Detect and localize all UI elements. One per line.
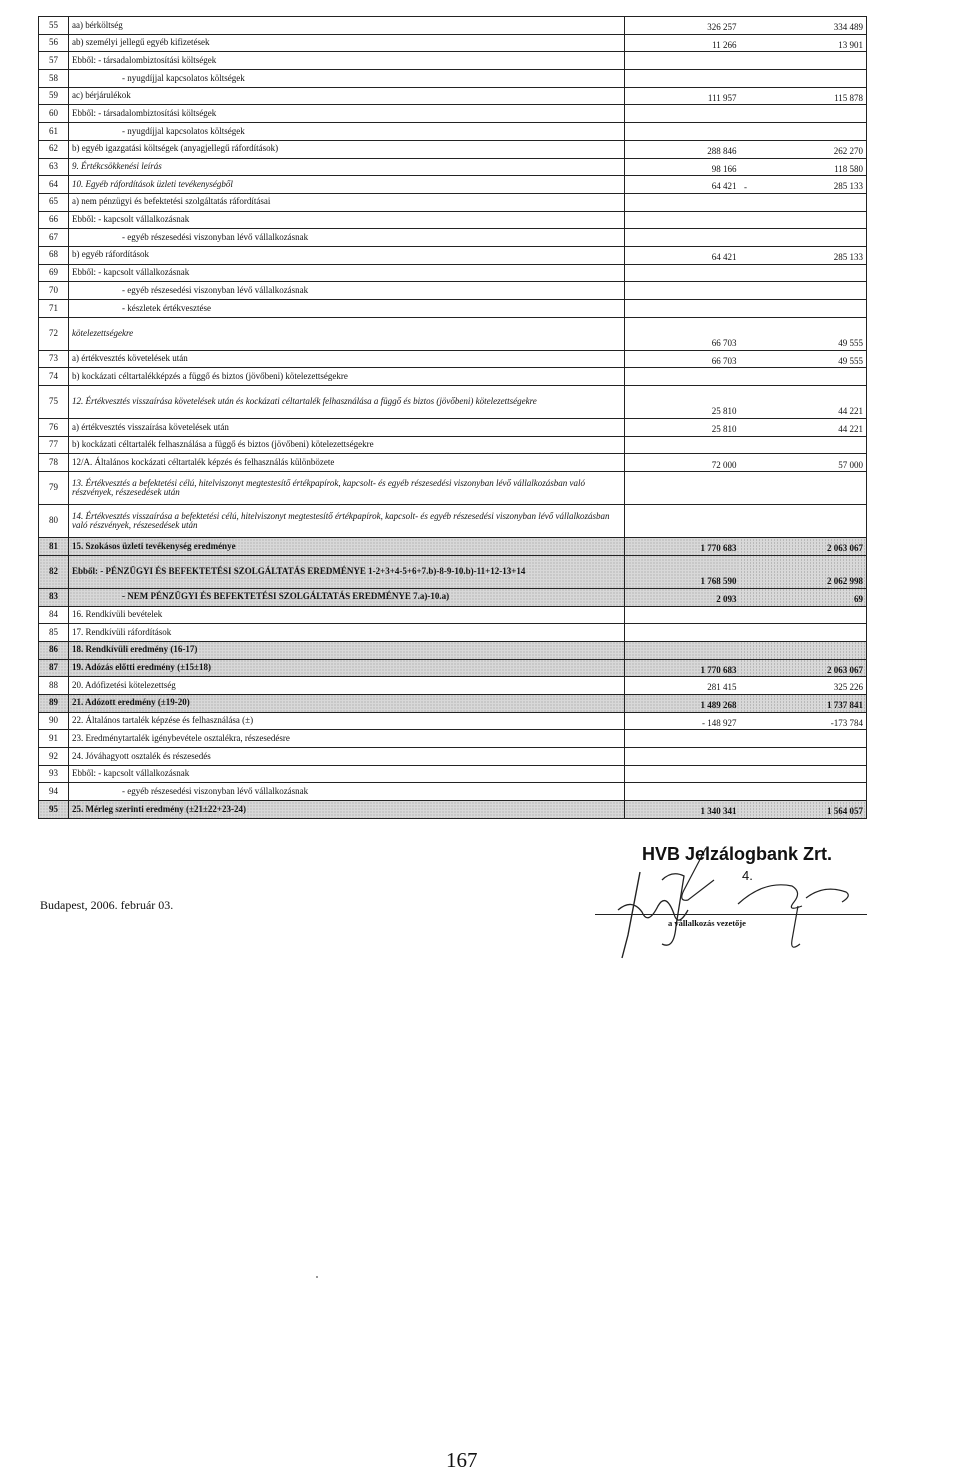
value-previous-year: 11 266 (625, 34, 740, 52)
table-row (39, 419, 867, 437)
row-number: 59 (39, 87, 69, 105)
row-label-text: a) értékvesztés visszaírása követelések után (72, 421, 229, 432)
value-current-year (752, 70, 867, 88)
row-label-text: ac) bérjárulékok (72, 90, 131, 101)
row-number: 68 (39, 246, 69, 264)
value-previous-year (625, 52, 740, 70)
table-row (39, 538, 867, 556)
value-previous-year (625, 472, 740, 505)
table-row (39, 317, 867, 350)
value-current-year (752, 193, 867, 211)
value-previous-year: 66 703 (625, 350, 740, 368)
row-label-text: kötelezettségekre (72, 327, 134, 338)
table-row (39, 801, 867, 819)
signature-line (595, 914, 867, 915)
value-previous-year (625, 264, 740, 282)
company-number: 4. (742, 868, 753, 883)
value-modification (740, 765, 752, 783)
value-modification (740, 555, 752, 588)
value-current-year (752, 368, 867, 386)
row-label (69, 87, 625, 105)
table-row (39, 350, 867, 368)
table-row (39, 386, 867, 419)
value-previous-year: 72 000 (625, 454, 740, 472)
table-row (39, 783, 867, 801)
value-current-year (752, 264, 867, 282)
value-previous-year: 64 421 (625, 176, 740, 194)
row-label (69, 555, 625, 588)
value-current-year: 334 489 (752, 17, 867, 35)
row-number: 77 (39, 436, 69, 454)
value-current-year (752, 624, 867, 642)
place-and-date: Budapest, 2006. február 03. (40, 898, 174, 912)
row-label-text: Ebből: - társadalombiztosítási költségek (72, 54, 217, 65)
row-label-text: a) értékvesztés követelések után (72, 353, 188, 364)
row-label (69, 505, 625, 538)
table-body (39, 17, 867, 819)
value-modification (740, 87, 752, 105)
row-label-text: 21. Adózott eredmény (±19-20) (72, 697, 190, 708)
row-number: 90 (39, 712, 69, 730)
row-label-text: b) egyéb ráfordítások (72, 249, 149, 260)
row-label-text: 9. Értékcsökkenési leírás (72, 161, 162, 172)
row-label (69, 641, 625, 659)
company-name: HVB Jelzálogbank Zrt. (642, 844, 833, 864)
row-label (69, 765, 625, 783)
row-label-text: 20. Adófizetési kötelezettség (72, 679, 176, 690)
row-label-text: - egyéb részesedési viszonyban lévő vállalkozásnak (122, 231, 309, 242)
row-label-text: Ebből: - kapcsolt vállalkozásnak (72, 768, 190, 779)
value-previous-year (625, 641, 740, 659)
table-row (39, 659, 867, 677)
value-modification (740, 158, 752, 176)
value-previous-year: 326 257 (625, 17, 740, 35)
value-modification (740, 641, 752, 659)
value-modification (740, 677, 752, 695)
value-modification (740, 419, 752, 437)
value-previous-year (625, 748, 740, 766)
value-current-year (752, 436, 867, 454)
table-row (39, 229, 867, 247)
row-label-text: 14. Értékvesztés visszaírása a befektetési célú, hitelviszonyt megtestesítő értékpapírok, kapcsolt- és egyéb részesedési viszonyban lévő vállalkozásban való részvények, részesedések után (72, 510, 610, 531)
value-modification (740, 300, 752, 318)
value-current-year: 44 221 (752, 386, 867, 419)
value-current-year (752, 282, 867, 300)
row-label-text: 12/A. Általános kockázati céltartalék képzés és felhasználás különbözete (72, 456, 335, 467)
value-modification (740, 606, 752, 624)
value-modification (740, 454, 752, 472)
value-current-year (752, 783, 867, 801)
row-label (69, 176, 625, 194)
row-label-text: a) nem pénzügyi és befektetési szolgáltatás ráfordításai (72, 196, 271, 207)
value-current-year: 13 901 (752, 34, 867, 52)
row-label (69, 606, 625, 624)
row-label (69, 472, 625, 505)
value-current-year (752, 105, 867, 123)
value-previous-year: 98 166 (625, 158, 740, 176)
row-label (69, 70, 625, 88)
value-modification (740, 193, 752, 211)
table-row (39, 677, 867, 695)
row-number: 72 (39, 317, 69, 350)
value-current-year: 1 564 057 (752, 801, 867, 819)
table-row (39, 87, 867, 105)
value-modification (740, 538, 752, 556)
value-modification (740, 123, 752, 141)
row-label (69, 229, 625, 247)
row-number: 86 (39, 641, 69, 659)
value-modification (740, 386, 752, 419)
row-label (69, 419, 625, 437)
row-number: 61 (39, 123, 69, 141)
row-number: 63 (39, 158, 69, 176)
value-previous-year: 2 093 (625, 588, 740, 606)
table-row (39, 606, 867, 624)
row-label (69, 105, 625, 123)
row-label (69, 52, 625, 70)
row-number: 62 (39, 140, 69, 158)
value-modification (740, 801, 752, 819)
scan-speck (316, 1276, 318, 1278)
signer-caption: a vállalkozás vezetője (668, 918, 746, 928)
value-modification (740, 436, 752, 454)
row-label (69, 317, 625, 350)
value-modification (740, 17, 752, 35)
table-row (39, 555, 867, 588)
value-previous-year (625, 105, 740, 123)
value-current-year: 69 (752, 588, 867, 606)
row-label (69, 624, 625, 642)
value-current-year: 325 226 (752, 677, 867, 695)
value-previous-year (625, 624, 740, 642)
row-label (69, 264, 625, 282)
row-number: 84 (39, 606, 69, 624)
row-label (69, 193, 625, 211)
table-row (39, 454, 867, 472)
value-previous-year (625, 123, 740, 141)
table-row (39, 694, 867, 712)
value-current-year (752, 229, 867, 247)
value-previous-year (625, 606, 740, 624)
row-label-text: Ebből: - társadalombiztosítási költségek (72, 107, 217, 118)
profit-loss-table (38, 16, 867, 819)
row-number: 82 (39, 555, 69, 588)
value-previous-year: 281 415 (625, 677, 740, 695)
row-label-text: 13. Értékvesztés a befektetési célú, hitelviszonyt megtestesítő értékpapírok, kapcsolt- és egyéb részesedési viszonyban lévő vállalkozásban való részvények, részesedések után (72, 477, 586, 498)
value-modification (740, 264, 752, 282)
row-label (69, 368, 625, 386)
row-number: 69 (39, 264, 69, 282)
value-current-year (752, 300, 867, 318)
value-modification (740, 730, 752, 748)
row-number: 70 (39, 282, 69, 300)
row-label (69, 211, 625, 229)
row-number: 58 (39, 70, 69, 88)
value-previous-year: - 148 927 (625, 712, 740, 730)
row-number: 83 (39, 588, 69, 606)
value-previous-year (625, 282, 740, 300)
row-label (69, 588, 625, 606)
row-number: 92 (39, 748, 69, 766)
row-label-text: 16. Rendkívüli bevételek (72, 609, 163, 620)
row-number: 94 (39, 783, 69, 801)
row-label (69, 300, 625, 318)
row-number: 89 (39, 694, 69, 712)
row-number: 95 (39, 801, 69, 819)
table-row (39, 123, 867, 141)
value-modification (740, 317, 752, 350)
row-label (69, 350, 625, 368)
value-modification (740, 783, 752, 801)
table-row (39, 712, 867, 730)
value-modification (740, 659, 752, 677)
value-current-year (752, 748, 867, 766)
row-label-text: - egyéb részesedési viszonyban lévő vállalkozásnak (122, 284, 309, 295)
table-row (39, 17, 867, 35)
row-number: 80 (39, 505, 69, 538)
row-number: 79 (39, 472, 69, 505)
row-label-text: 12. Értékvesztés visszaírása követelések után és kockázati céltartalék felhasználása a függő és biztos (jövőbeni) kötelezettségekre (72, 396, 537, 407)
value-modification (740, 282, 752, 300)
table-row (39, 641, 867, 659)
value-current-year: 44 221 (752, 419, 867, 437)
row-label (69, 246, 625, 264)
value-modification (740, 588, 752, 606)
table-row (39, 730, 867, 748)
value-current-year: 1 737 841 (752, 694, 867, 712)
row-number: 78 (39, 454, 69, 472)
value-previous-year: 66 703 (625, 317, 740, 350)
table-row (39, 158, 867, 176)
row-number: 74 (39, 368, 69, 386)
table-row (39, 140, 867, 158)
value-previous-year: 288 846 (625, 140, 740, 158)
value-modification (740, 140, 752, 158)
table-row (39, 246, 867, 264)
value-previous-year: 25 810 (625, 386, 740, 419)
value-modification (740, 34, 752, 52)
row-number: 66 (39, 211, 69, 229)
row-label-text: Ebből: - kapcsolt vállalkozásnak (72, 214, 190, 225)
row-label (69, 386, 625, 419)
row-label (69, 123, 625, 141)
row-label (69, 436, 625, 454)
value-previous-year: 1 770 683 (625, 659, 740, 677)
row-label-text: 25. Mérleg szerinti eredmény (±21±22+23-24) (72, 803, 247, 814)
table-row (39, 70, 867, 88)
row-label-text: - készletek értékvesztése (122, 302, 211, 313)
value-previous-year: 1 340 341 (625, 801, 740, 819)
table-row (39, 624, 867, 642)
row-label (69, 34, 625, 52)
row-label-text: b) kockázati céltartalék felhasználása a függő és biztos (jövőbeni) kötelezettségekre (72, 439, 374, 450)
table-row (39, 472, 867, 505)
value-current-year: 285 133 (752, 246, 867, 264)
row-label-text: 17. Rendkívüli ráfordítások (72, 626, 172, 637)
row-number: 76 (39, 419, 69, 437)
row-number: 85 (39, 624, 69, 642)
value-modification (740, 694, 752, 712)
value-current-year: 118 580 (752, 158, 867, 176)
row-label (69, 730, 625, 748)
table-row (39, 588, 867, 606)
value-previous-year (625, 193, 740, 211)
value-modification (740, 211, 752, 229)
value-modification (740, 748, 752, 766)
row-number: 73 (39, 350, 69, 368)
value-current-year (752, 123, 867, 141)
row-label (69, 783, 625, 801)
value-previous-year (625, 730, 740, 748)
row-label (69, 140, 625, 158)
table-row (39, 765, 867, 783)
row-label-text: 23. Eredménytartalék igénybevétele osztalékra, részesedésre (72, 732, 290, 743)
value-current-year (752, 211, 867, 229)
value-current-year: 262 270 (752, 140, 867, 158)
table-row (39, 193, 867, 211)
table-row (39, 211, 867, 229)
value-previous-year (625, 300, 740, 318)
value-current-year: 2 063 067 (752, 538, 867, 556)
value-previous-year (625, 229, 740, 247)
table-row (39, 282, 867, 300)
row-label-text: aa) bérköltség (72, 19, 123, 30)
row-label-text: 19. Adózás előtti eredmény (±15±18) (72, 662, 211, 673)
row-label (69, 282, 625, 300)
row-number: 64 (39, 176, 69, 194)
row-label (69, 677, 625, 695)
value-modification (740, 105, 752, 123)
value-modification (740, 505, 752, 538)
row-label-text: 22. Általános tartalék képzése és felhasználása (±) (72, 715, 254, 726)
table-row (39, 34, 867, 52)
row-number: 65 (39, 193, 69, 211)
value-modification (740, 472, 752, 505)
table-row (39, 264, 867, 282)
row-number: 81 (39, 538, 69, 556)
row-label (69, 17, 625, 35)
value-current-year (752, 606, 867, 624)
value-modification (740, 368, 752, 386)
row-label-text: 15. Szokásos üzleti tevékenység eredménye (72, 540, 236, 551)
value-current-year: 49 555 (752, 350, 867, 368)
row-label (69, 659, 625, 677)
value-previous-year (625, 70, 740, 88)
row-number: 87 (39, 659, 69, 677)
row-label-text: - NEM PÉNZÜGYI ÉS BEFEKTETÉSI SZOLGÁLTATÁS EREDMÉNYE 7.a)-10.a) (122, 591, 450, 602)
table-row (39, 748, 867, 766)
row-label-text: ab) személyi jellegű egyéb kifizetések (72, 37, 210, 48)
value-previous-year: 25 810 (625, 419, 740, 437)
value-previous-year (625, 783, 740, 801)
table-row (39, 52, 867, 70)
value-modification (740, 229, 752, 247)
value-modification (740, 70, 752, 88)
value-current-year (752, 505, 867, 538)
value-modification: - (740, 176, 752, 194)
row-label (69, 712, 625, 730)
value-previous-year (625, 368, 740, 386)
row-number: 56 (39, 34, 69, 52)
value-previous-year (625, 765, 740, 783)
row-number: 55 (39, 17, 69, 35)
table-row (39, 176, 867, 194)
value-modification (740, 246, 752, 264)
table-row (39, 505, 867, 538)
value-current-year (752, 641, 867, 659)
row-number: 88 (39, 677, 69, 695)
value-previous-year: 64 421 (625, 246, 740, 264)
row-number: 93 (39, 765, 69, 783)
row-label-text: 18. Rendkívüli eredmény (16-17) (72, 644, 198, 655)
row-number: 57 (39, 52, 69, 70)
row-label (69, 694, 625, 712)
row-label-text: 10. Egyéb ráfordítások üzleti tevékenységből (72, 178, 233, 189)
value-modification (740, 712, 752, 730)
table-row (39, 436, 867, 454)
value-modification (740, 350, 752, 368)
value-modification (740, 52, 752, 70)
value-previous-year: 111 957 (625, 87, 740, 105)
row-label (69, 748, 625, 766)
value-previous-year (625, 211, 740, 229)
value-current-year: 285 133 (752, 176, 867, 194)
value-current-year: 115 878 (752, 87, 867, 105)
row-label-text: Ebből: - PÉNZÜGYI ÉS BEFEKTETÉSI SZOLGÁLTATÁS EREDMÉNYE 1-2+3+4-5+6+7.b)-8-9-10.b)-11+12-13+14 (72, 566, 526, 577)
value-previous-year: 1 768 590 (625, 555, 740, 588)
value-current-year: 49 555 (752, 317, 867, 350)
row-label-text: Ebből: - kapcsolt vállalkozásnak (72, 267, 190, 278)
row-label-text: b) kockázati céltartalékképzés a függő és biztos (jövőbeni) kötelezettségekre (72, 370, 348, 381)
table-row (39, 300, 867, 318)
value-previous-year: 1 770 683 (625, 538, 740, 556)
value-current-year: -173 784 (752, 712, 867, 730)
value-previous-year (625, 436, 740, 454)
value-current-year (752, 765, 867, 783)
row-label-text: - nyugdíjjal kapcsolatos költségek (122, 125, 245, 136)
value-current-year (752, 730, 867, 748)
page-number: 167 (446, 1448, 478, 1472)
row-label-text: 24. Jóváhagyott osztalék és részesedés (72, 750, 211, 761)
value-current-year: 2 063 067 (752, 659, 867, 677)
row-number: 71 (39, 300, 69, 318)
value-current-year: 57 000 (752, 454, 867, 472)
value-current-year: 2 062 998 (752, 555, 867, 588)
row-label (69, 801, 625, 819)
value-previous-year (625, 505, 740, 538)
row-label-text: - egyéb részesedési viszonyban lévő vállalkozásnak (122, 785, 309, 796)
row-label-text: b) egyéb igazgatási költségek (anyagjellegű ráfordítások) (72, 143, 279, 154)
value-modification (740, 624, 752, 642)
value-current-year (752, 472, 867, 505)
row-label (69, 158, 625, 176)
table-row (39, 368, 867, 386)
row-label-text: - nyugdíjjal kapcsolatos költségek (122, 72, 245, 83)
row-number: 75 (39, 386, 69, 419)
row-number: 60 (39, 105, 69, 123)
value-previous-year: 1 489 268 (625, 694, 740, 712)
row-label (69, 454, 625, 472)
row-number: 67 (39, 229, 69, 247)
value-current-year (752, 52, 867, 70)
row-label (69, 538, 625, 556)
row-number: 91 (39, 730, 69, 748)
table-row (39, 105, 867, 123)
